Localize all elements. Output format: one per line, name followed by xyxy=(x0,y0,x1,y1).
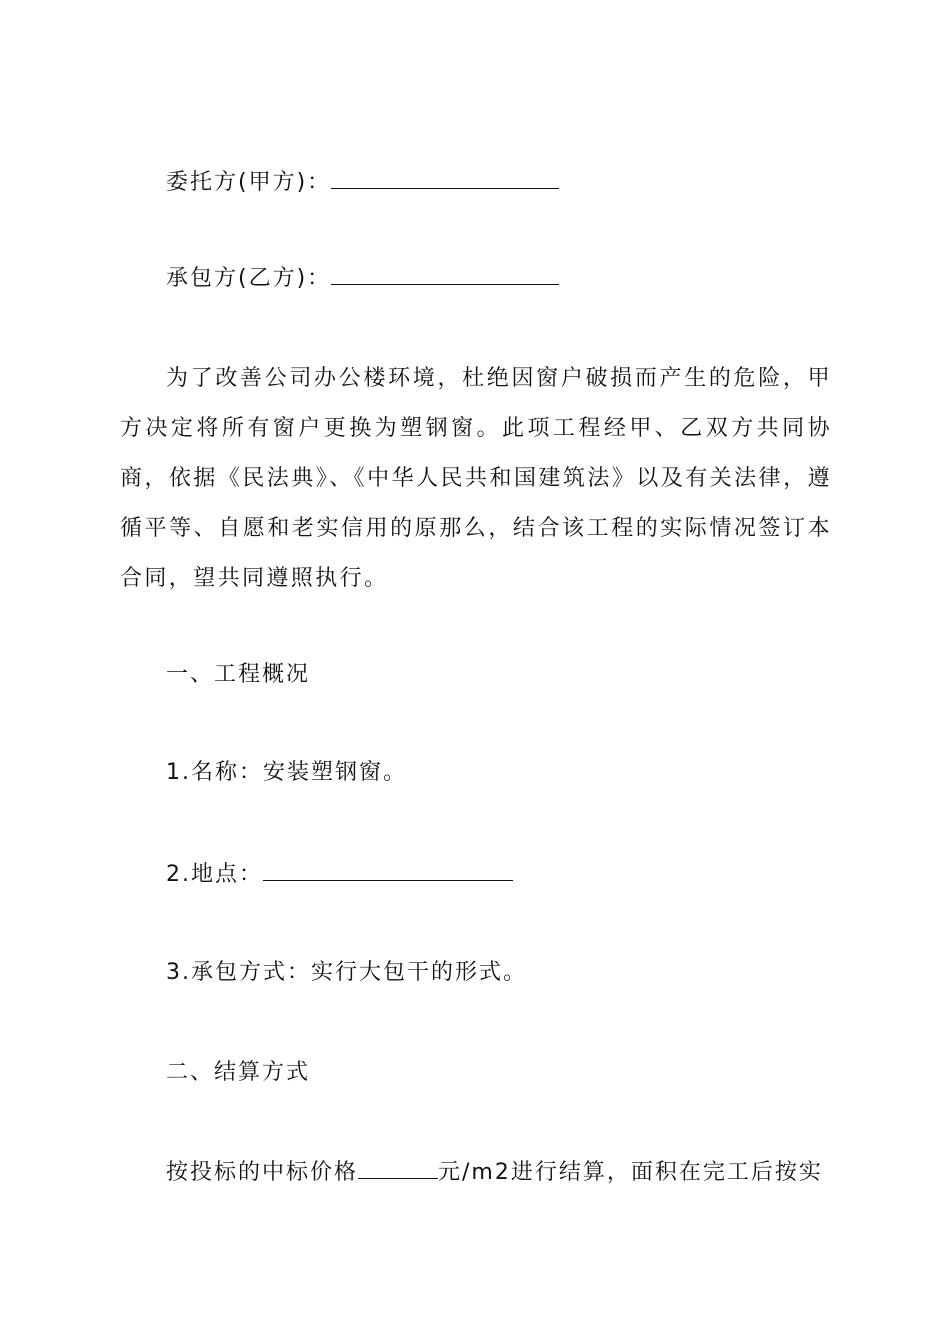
party-b-blank xyxy=(331,260,559,285)
party-a-label: 委托方(甲方)： xyxy=(166,170,332,195)
intro-paragraph xyxy=(120,354,832,604)
section-1-heading: 一、工程概况 xyxy=(166,662,311,687)
party-a-blank xyxy=(331,164,559,189)
intro-paragraph-text: 为了改善公司办公楼环境，杜绝因窗户破损而产生的危险，甲方决定将所有窗户更换为塑钢窗。此项工程经甲、乙双方共同协商，依据《民法典》、《中华人民共和国建筑法》以及有关法律，遵循平等、自愿和老实信用的原那么，结合该工程的实际情况签订本合同，望共同遵照执行。 xyxy=(120,366,832,591)
price-blank xyxy=(358,1154,438,1179)
location-blank xyxy=(263,856,513,881)
item-1-name: 1.名称：安装塑钢窗。 xyxy=(166,760,407,785)
party-b-line xyxy=(166,260,886,296)
item-2-location-line xyxy=(166,856,886,892)
party-a-line xyxy=(166,164,886,200)
settlement-suffix: 元/m2进行结算，面积在完工后按实 xyxy=(438,1160,823,1185)
section-2-heading: 二、结算方式 xyxy=(166,1060,311,1085)
settlement-line xyxy=(166,1154,886,1190)
party-b-label: 承包方(乙方)： xyxy=(166,266,332,291)
item-3-contract-method: 3.承包方式：实行大包干的形式。 xyxy=(166,960,527,985)
settlement-prefix: 按投标的中标价格 xyxy=(166,1160,359,1185)
item-2-label: 2.地点： xyxy=(166,862,263,887)
